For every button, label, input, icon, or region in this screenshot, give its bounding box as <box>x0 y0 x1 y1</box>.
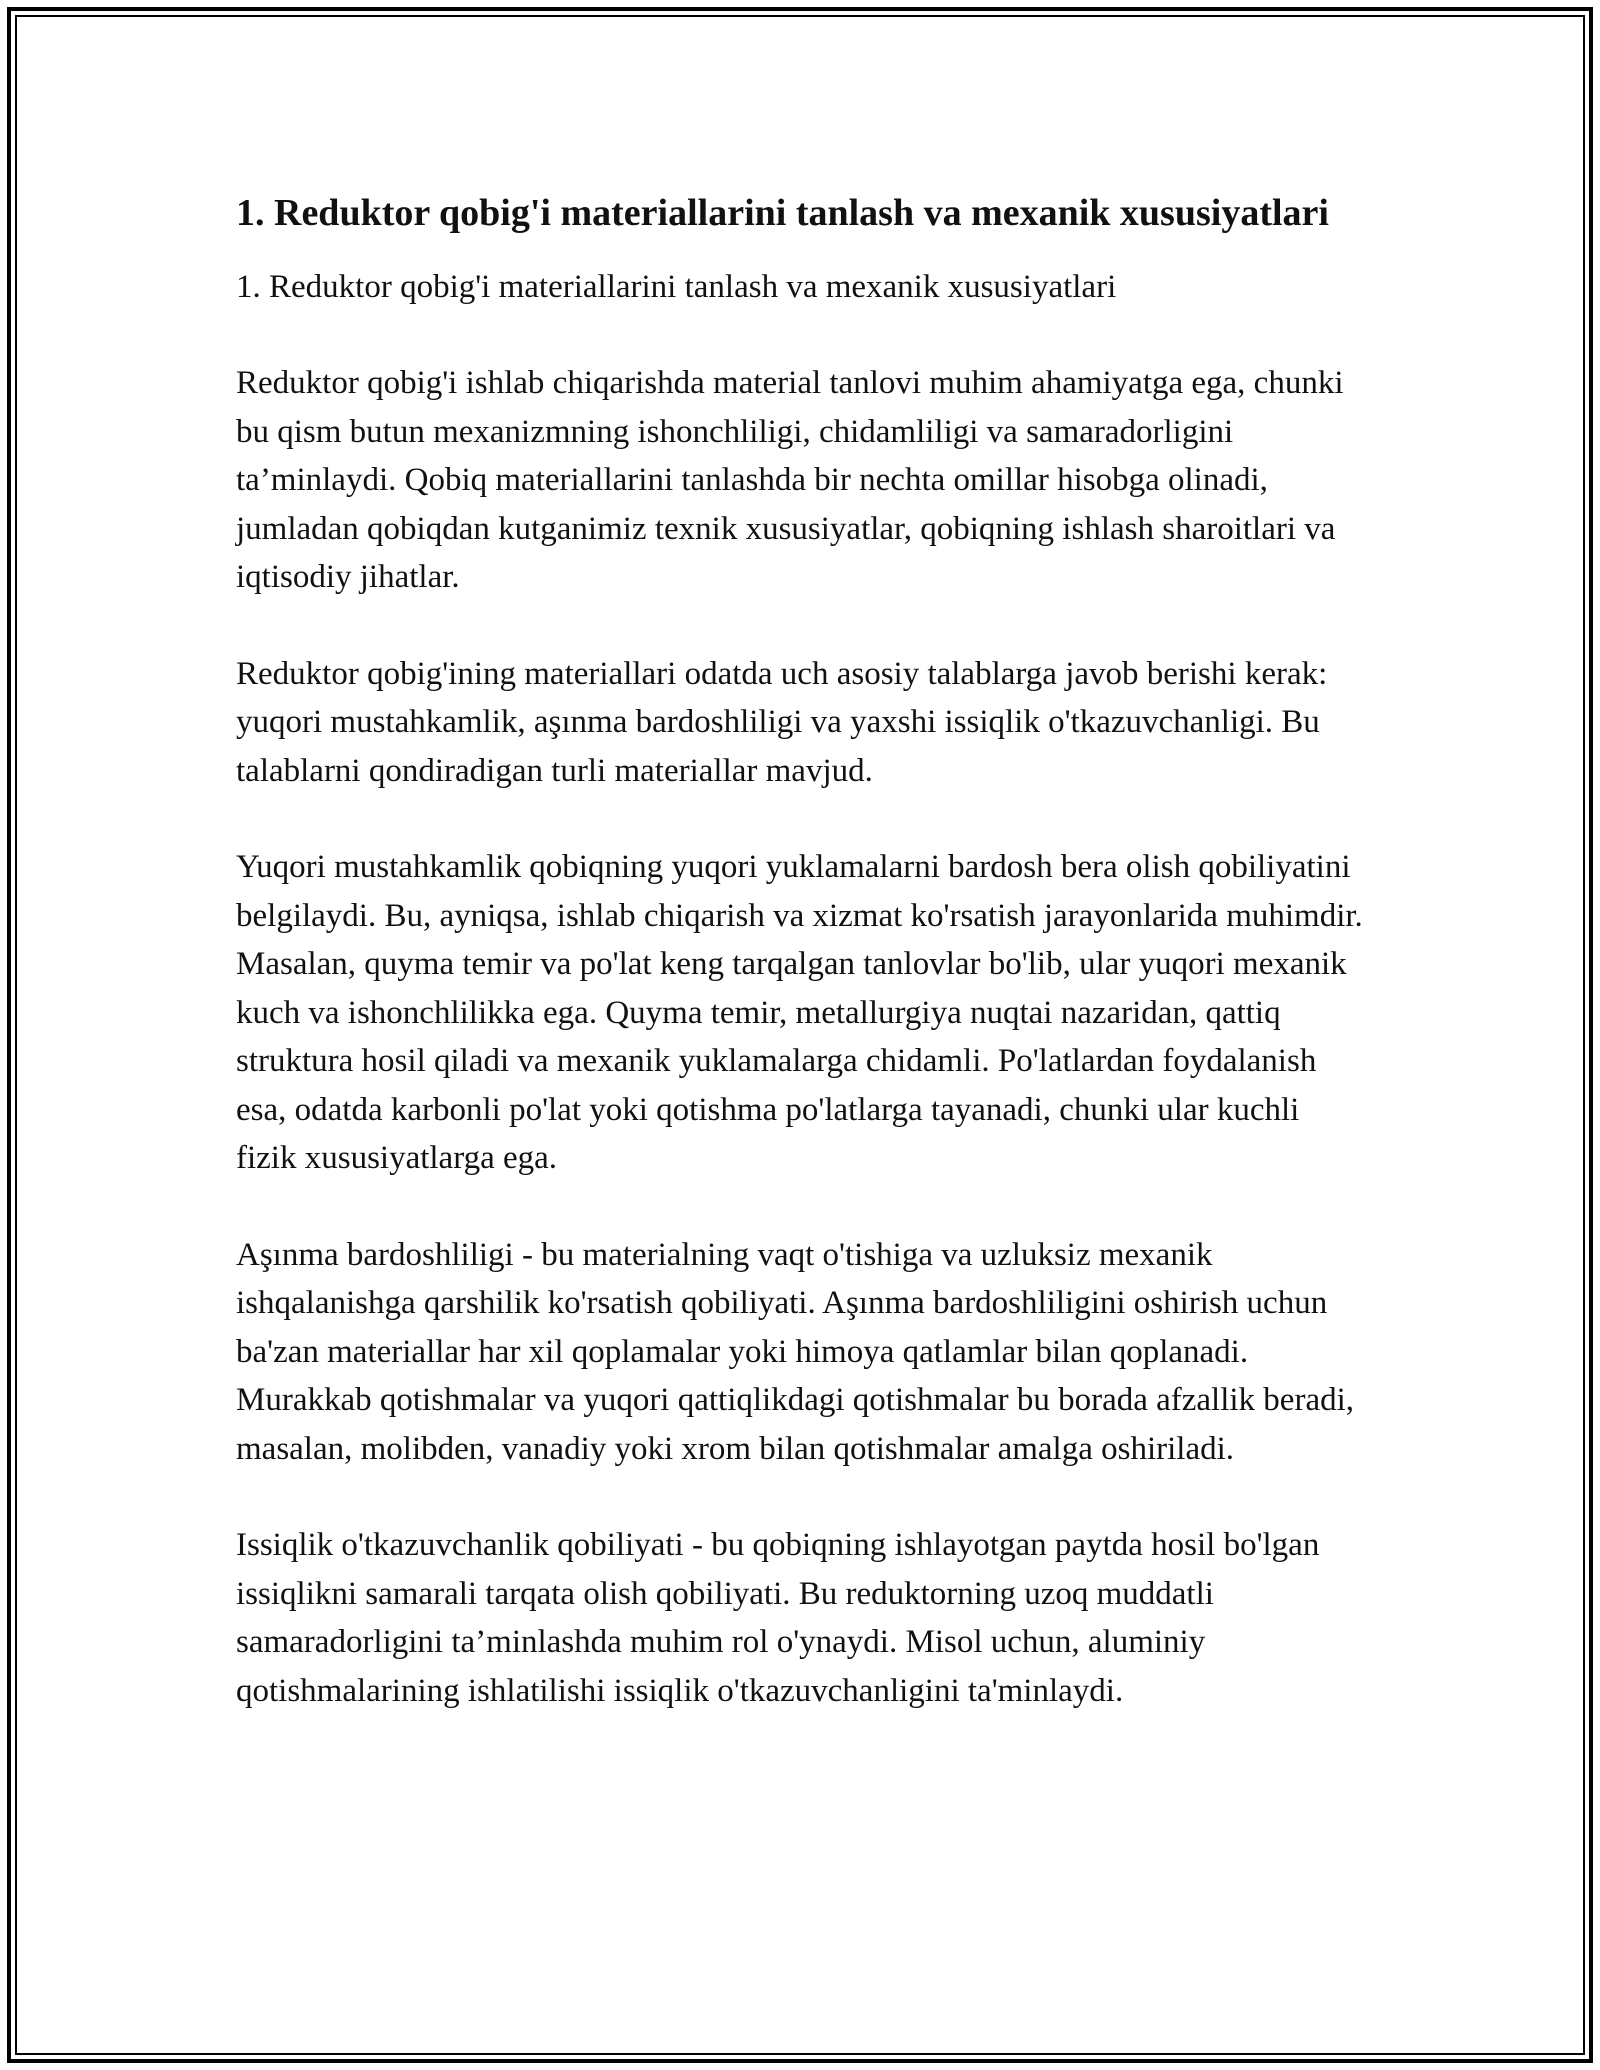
document-body <box>236 186 1366 1763</box>
paragraph-strength: Yuqori mustahkamlik qobiqning yuqori yuklamalarni bardosh bera olish qobiliyatini belgilaydi. Bu, ayniqsa, ishlab chiqarish va xizmat ko'rsatish jarayonlarida muhimdir. Masalan, quyma temir va po'lat keng tarqalgan tanlovlar bo'lib, ular yuqori mexanik kuch va ishonchlilikka ega. Quyma temir, metallurgiya nuqtai nazaridan, qattiq struktura hosil qiladi va mexanik yuklamalarga chidamli. Po'latlardan foydalanish esa, odatda karbonli po'lat yoki qotishma po'latlarga tayanadi, chunki ular kuchli fizik xususiyatlarga ega. <box>236 849 1363 1176</box>
document-subtitle: 1. Reduktor qobig'i materiallarini tanlash va mexanik xususiyatlari <box>236 269 1117 305</box>
paragraph-requirements: Reduktor qobig'ining materiallari odatda uch asosiy talablarga javob berishi kerak: yuqori mustahkamlik, aşınma bardoshliligi va yaxshi issiqlik o'tkazuvchanligi. Bu talablarni qondiradigan turli materiallar mavjud. <box>236 655 1328 789</box>
paragraph-intro: Reduktor qobig'i ishlab chiqarishda material tanlovi muhim ahamiyatga ega, chunki bu qism butun mexanizmning ishonchliligi, chidamliligi va samaradorligini ta’minlaydi. Qobiq materiallarini tanlashda bir nechta omillar hisobga olinadi, jumladan qobiqdan kutganimiz texnik xususiyatlar, qobiqning ishlash sharoitlari va iqtisodiy jihatlar. <box>236 365 1344 595</box>
document-title: 1. Reduktor qobig'i materiallarini tanlash va mexanik xususiyatlari <box>236 192 1329 234</box>
paragraph-wear-resistance: Aşınma bardoshliligi - bu materialning vaqt o'tishiga va uzluksiz mexanik ishqalanishga qarshilik ko'rsatish qobiliyati. Aşınma bardoshliligini oshirish uchun ba'zan materiallar har xil qoplamalar yoki himoya qatlamlar bilan qoplanadi. Murakkab qotishmalar va yuqori qattiqlikdagi qotishmalar bu borada afzallik beradi, masalan, molibden, vanadiy yoki xrom bilan qotishmalar amalga oshiriladi. <box>236 1236 1355 1467</box>
paragraph-thermal-conductivity: Issiqlik o'tkazuvchanlik qobiliyati - bu qobiqning ishlayotgan paytda hosil bo'lgan issiqlikni samarali tarqata olish qobiliyati. Bu reduktorning uzoq muddatli samaradorligini ta’minlashda muhim rol o'ynaydi. Misol uchun, aluminiy qotishmalarining ishlatilishi issiqlik o'tkazuvchanligini ta'minlaydi. <box>236 1527 1320 1709</box>
